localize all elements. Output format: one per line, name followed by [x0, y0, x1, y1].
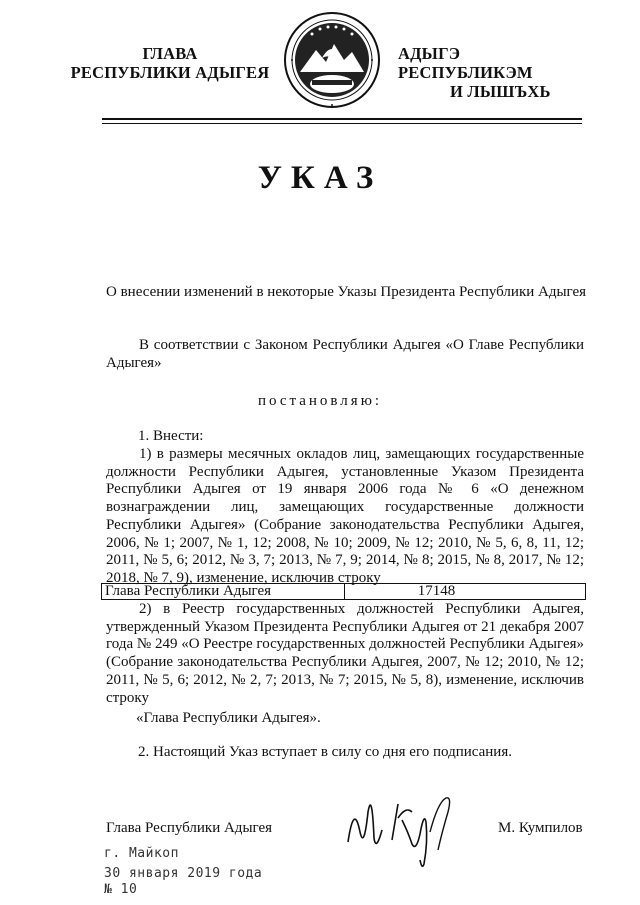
- signatory-title: Глава Республики Адыгея: [106, 820, 273, 836]
- signatory-name: М. Кумпилов: [498, 820, 583, 836]
- table-cell-salary: 17148: [345, 584, 586, 600]
- basis-paragraph: В соответствии с Законом Республики Адыгея «О Главе Республики Адыгея»: [106, 337, 584, 371]
- registration-city: г. Майкоп: [104, 846, 179, 861]
- table-row: [102, 584, 586, 600]
- item-1-subitem-2: 2) в Реестр государственных должностей Республики Адыгея, утвержденный Указом Президента Республики Адыгея от 21 декабря 2007 года № 249 «О Реестре государственных должностей Республики Адыгея» (Собрание законодательства Республики Адыгея, 2007, № 12; 2010, № 12; 2011, № 5, 6; 2012, № 2, 7; 2013, № 7; 2015, № 5, 8), изменение, исключив строку: [106, 601, 585, 706]
- header-divider-thin: [102, 123, 582, 124]
- item-1-heading: 1. Внести:: [138, 428, 204, 444]
- header-right-line1: АДЫГЭ РЕСПУБЛИКЭМ: [398, 44, 533, 82]
- item-2-paragraph: 2. Настоящий Указ вступает в силу со дня его подписания.: [138, 744, 512, 760]
- header-left: [60, 44, 280, 82]
- item-1-subitem-1: 1) в размеры месячных окладов лиц, замещающих государственные должности Республики Адыгея, установленные Указом Президента Республики Адыгея от 19 января 2006 года № 6 «О денежном вознаграждении лиц, замещающих государственные должности Республики Адыгея» (Собрание законодательства Республики Адыгея, 2006, № 1; 2007, № 1, 12; 2008, № 10; 2009, № 12; 2010, № 5, 6, 8, 11, 12; 2011, № 5, 6; 2012, № 3, 7; 2013, № 7, 9; 2014, № 8; 2015, № 8, 2017, № 12; 2018, № 7, 9), изменение, исключив строку: [106, 446, 584, 586]
- registration-number: № 10: [104, 882, 138, 897]
- document-subject: О внесении изменений в некоторые Указы Президента Республики Адыгея: [106, 284, 587, 300]
- header-left-line2: РЕСПУБЛИКИ АДЫГЕЯ: [70, 63, 270, 82]
- table-cell-position: Глава Республики Адыгея: [102, 584, 345, 600]
- document-title: УКАЗ: [257, 160, 383, 196]
- header-right-line2: И ЛЫШЪХЬ: [450, 82, 551, 101]
- registration-date: 30 января 2019 года: [104, 866, 263, 881]
- decree-word: постановляю:: [257, 393, 383, 409]
- header-left-line1: ГЛАВА: [142, 44, 198, 63]
- header-divider-thick: [102, 118, 582, 120]
- quoted-line: «Глава Республики Адыгея».: [136, 710, 321, 726]
- excluded-row-table: [101, 583, 586, 600]
- adygea-coat-of-arms-emblem-icon: [282, 10, 382, 110]
- handwritten-signature-icon: [342, 782, 472, 872]
- header-right: [398, 44, 598, 101]
